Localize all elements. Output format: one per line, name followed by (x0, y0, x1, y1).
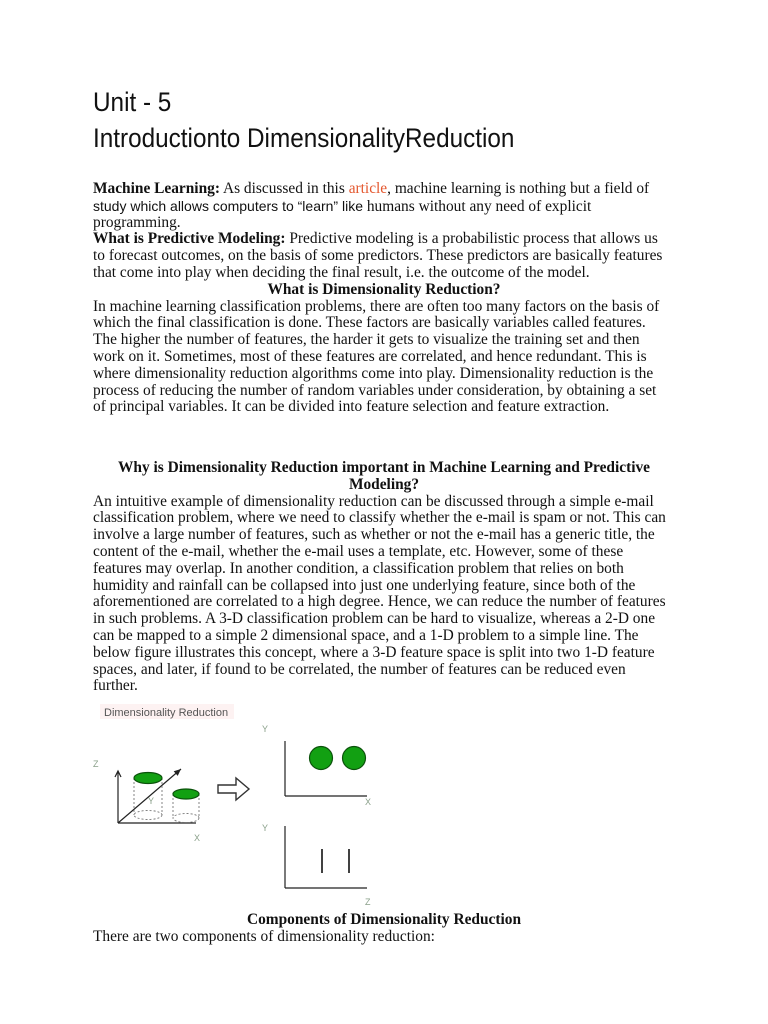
plot-1d-z-label: Z (365, 897, 371, 907)
what-is-dr-line: of principal variables. It can be divided into feature selection and feature extraction. (93, 398, 610, 416)
what-is-dr-line: process of reducing the number of random variables under consideration, by obtaining a set (93, 381, 657, 399)
why-dr-line: aforementioned are correlated to a high degree. Hence, we can reduce the number of features (93, 593, 666, 611)
dimensionality-reduction-figure (88, 698, 388, 910)
why-dr-line: features may overlap. In another condition, a classification problem that relies on both (93, 559, 624, 577)
predictive-modeling-label: What is Predictive Modeling: (93, 230, 286, 248)
why-dr-heading-line-2: Modeling? (348, 475, 420, 493)
why-dr-section (93, 460, 675, 695)
machine-learning-after-link: , machine learning is nothing but a field of (387, 180, 650, 197)
why-dr-line: below figure illustrates this concept, where a 3-D feature space is split into two 1-D feature (93, 643, 655, 661)
predictive-modeling-text: Predictive modeling is a probabilistic process that allows us (289, 230, 658, 248)
machine-learning-intro: As discussed in this (222, 180, 345, 197)
components-section (93, 912, 675, 946)
cylinder-2 (173, 789, 199, 823)
why-dr-line: An intuitive example of dimensionality reduction can be discussed through a simple e-mail (93, 492, 654, 510)
why-dr-line: classification problem, where we need to classify whether the e-mail is spam or not. This can (93, 509, 666, 527)
cylinder-1-top (134, 773, 162, 784)
why-dr-line: involve a large number of features, such as whether or not the e-mail has a generic title, the (93, 526, 655, 544)
why-dr-line: can be mapped to a simple 2 dimensional space, and a 1-D problem to a simple line. The (93, 626, 639, 644)
machine-learning-line-2 (93, 198, 675, 215)
why-dr-line: further. (93, 677, 138, 695)
components-heading: Components of Dimensionality Reduction (246, 911, 522, 928)
predictive-modeling-line-3: that come into play when deciding the final result, i.e. the outcome of the model. (93, 263, 590, 281)
cylinder-2-top (173, 789, 199, 799)
plot-2d-x-label: X (365, 797, 372, 807)
machine-learning-sans-text: study which allows computers to “learn” like (93, 197, 363, 214)
plot-1d (262, 823, 371, 907)
what-is-dr-line: In machine learning classification problems, there are often too many factors on the basis of (93, 297, 660, 315)
plot-3d-z-label: Z (93, 759, 99, 769)
why-dr-line: humidity and rainfall can be collapsed into just one underlying feature, since both of the (93, 576, 636, 594)
plot-2d-y-label: Y (262, 724, 269, 734)
what-is-dr-line: work on it. Sometimes, most of these features are correlated, and hence redundant. This is (93, 347, 647, 365)
plot-1d-y-label: Y (262, 823, 269, 833)
article-link[interactable]: article (348, 180, 388, 197)
why-dr-heading-line-1: Why is Dimensionality Reduction important in Machine Learning and Predictive (118, 459, 650, 476)
plot-2d-point (343, 747, 366, 770)
cylinder-2-base (173, 814, 199, 823)
machine-learning-label: Machine Learning: (93, 180, 220, 197)
what-is-dr-line: which the final classification is done. These factors are basically variables called features. (93, 314, 646, 332)
predictive-modeling-line-2: to forecast outcomes, on the basis of some predictors. These predictors are basically features (93, 247, 663, 265)
unit-heading: Unit - 5 (93, 87, 172, 117)
predictive-modeling-line-1 (93, 231, 675, 248)
figure-caption: Dimensionality Reduction (104, 707, 229, 719)
why-dr-line: spaces, and later, if found to be correlated, the number of features can be reduced even (93, 660, 626, 678)
why-dr-line: in such problems. A 3-D classification problem can be hard to visualize, whereas a 2-D one (93, 610, 656, 628)
machine-learning-line-3: programming. (93, 213, 181, 231)
plot-3d-x-label: X (194, 833, 201, 843)
plot-3d (93, 759, 200, 843)
plot-2d (262, 724, 371, 807)
transform-arrow-icon (218, 778, 249, 800)
plot-2d-point (310, 747, 333, 770)
machine-learning-line-1 (93, 181, 675, 198)
what-is-dr-line: where dimensionality reduction algorithms come into play. Dimensionality reduction is the (93, 364, 654, 382)
machine-learning-after-sans: humans without any need of explicit (366, 197, 592, 215)
cylinder-1-base (134, 811, 162, 820)
what-is-dr-line: The higher the number of features, the harder it gets to visualize the training set and then (93, 331, 640, 349)
page-title: Introductionto DimensionalityReduction (93, 123, 515, 153)
intro-section (93, 181, 675, 416)
document-header (93, 84, 561, 156)
what-is-dr-heading: What is Dimensionality Reduction? (267, 280, 501, 298)
components-line: There are two components of dimensionality reduction: (93, 927, 435, 945)
why-dr-line: content of the e-mail, whether the e-mail uses a template, etc. However, some of these (93, 542, 624, 560)
plot-3d-y-label: Y (148, 796, 155, 806)
